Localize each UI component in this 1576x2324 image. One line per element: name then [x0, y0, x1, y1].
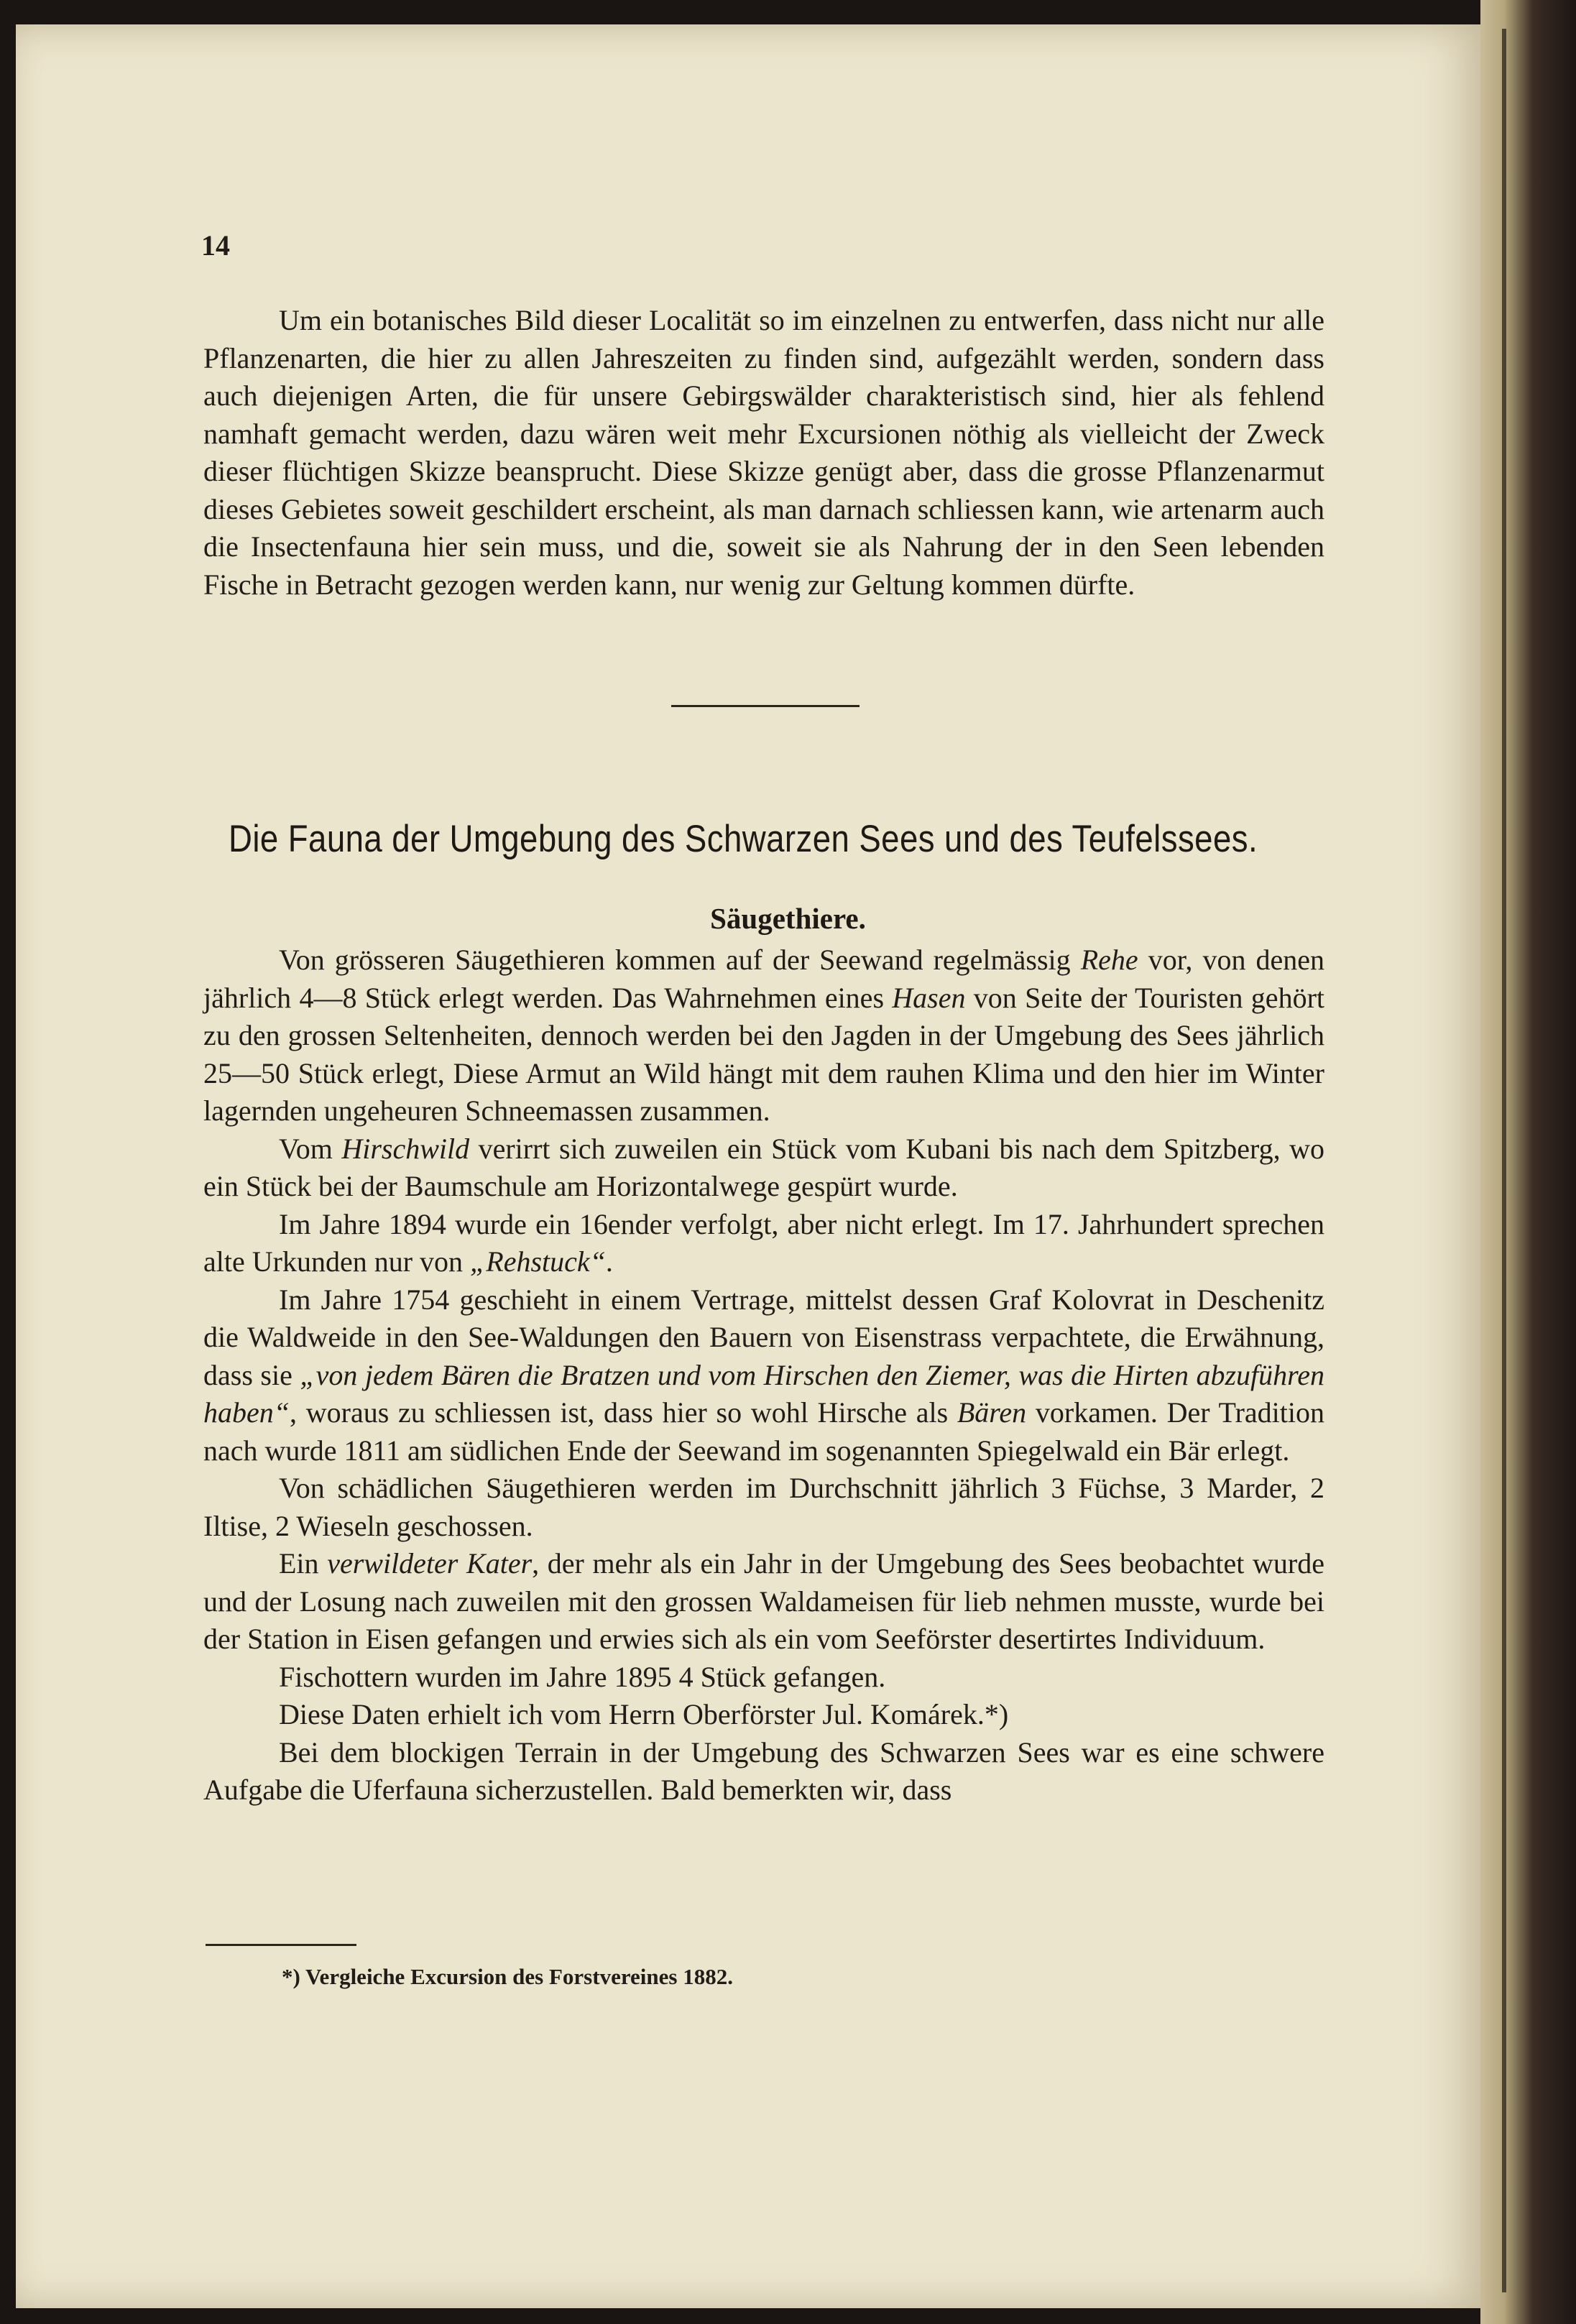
- paragraph-rehe: Von grösseren Säugethieren kommen auf der Seewand regelmässig Rehe vor, von denen jährlich 4—8 Stück erlegt werden. Das Wahrnehmen eines Hasen von Seite der Touristen gehört zu den grossen Seltenheiten, dennoch werden bei den Jagden in der Umgebung des Sees jährlich 25—50 Stück erlegt, Diese Armut an Wild hängt mit dem rauhen Klima und den hier im Winter lagernden ungeheuren Schneemassen zusammen.: [203, 944, 1324, 1127]
- spine-shadow: [1502, 29, 1506, 2292]
- emphasis-hasen: Hasen: [892, 981, 966, 1014]
- emphasis-quote: „von jedem Bären die Bratzen und vom Hirschen den Ziemer, was die Hirten abzuführen haben“: [203, 1358, 1325, 1429]
- emphasis-rehstuck: „Rehstuck“: [470, 1245, 606, 1278]
- emphasis-baeren: Bären: [957, 1396, 1027, 1429]
- footnote-rule: [206, 1944, 356, 1946]
- book-spine: [1480, 0, 1576, 2324]
- sub-heading: Säugethiere.: [710, 902, 866, 936]
- paragraph-kater: Ein verwildeter Kater, der mehr als ein Jahr in der Umgebung des Sees beobachtet wurde und der Losung nach zuweilen mit den grossen Waldameisen für lieb nehmen musste, wurde bei der Station in Eisen gefangen und erwies sich als ein vom Seeförster desertirtes Individuum.: [203, 1547, 1324, 1655]
- paragraph-schaedliche: Von schädlichen Säugethieren werden im Durchschnitt jährlich 3 Füchse, 3 Marder, 2 Iltise, 2 Wieseln geschossen.: [203, 1472, 1324, 1542]
- paragraph-1754: Im Jahre 1754 geschieht in einem Vertrage, mittelst dessen Graf Kolovrat in Deschenitz die Waldweide in den See-Waldungen den Bauern von Eisenstrass verpachtete, die Erwähnung, dass sie „von jedem Bären die Bratzen und vom Hirschen den Ziemer, was die Hirten abzuführen haben“, woraus zu schliessen ist, dass hier so wohl Hirsche als Bären vorkamen. Der Tradition nach wurde 1811 am südlichen Ende der Seewand im sogenannten Spiegelwald ein Bär erlegt.: [203, 1283, 1325, 1467]
- page-number: 14: [201, 229, 230, 262]
- paragraph-daten: Diese Daten erhielt ich vom Herrn Oberförster Jul. Komárek.*): [279, 1698, 1009, 1730]
- footnote: *) Vergleiche Excursion des Forstvereines 1882.: [282, 1964, 733, 1989]
- intro-paragraph: Um ein botanisches Bild dieser Localität so im einzelnen zu entwerfen, dass nicht nur alle Pflanzenarten, die hier zu allen Jahreszeiten zu finden sind, aufgezählt werden, sondern dass auch diejenigen Arten, die für unsere Gebirgswälder charakteristisch sind, hier als fehlend namhaft gemacht werden, dazu wären weit mehr Excursionen nöthig als vielleicht der Zweck dieser flüchtigen Skizze beansprucht. Diese Skizze genügt aber, dass die grosse Pflanzenarmut dieses Gebietes soweit geschildert erscheint, als man darnach schliessen kann, wie artenarm auch die Insectenfauna hier sein muss, und die, soweit sie als Nahrung der in den Seen lebenden Fische in Betracht gezogen werden kann, nur wenig zur Geltung kommen dürfte.: [203, 304, 1324, 601]
- paragraph-1894: Im Jahre 1894 wurde ein 16ender verfolgt, aber nicht erlegt. Im 17. Jahrhundert sprechen alte Urkunden nur von „Rehstuck“.: [203, 1207, 1324, 1278]
- emphasis-hirschwild: Hirschwild: [341, 1132, 470, 1165]
- paragraph-hirschwild: Vom Hirschwild verirrt sich zuweilen ein Stück vom Kubani bis nach dem Spitzberg, wo ein Stück bei der Baumschule am Horizontalwege gespürt wurde.: [203, 1132, 1324, 1202]
- paragraph-blockig: Bei dem blockigen Terrain in der Umgebung des Schwarzen Sees war es eine schwere Aufgabe die Uferfauna sicherzustellen. Bald bemerkten wir, dass: [203, 1735, 1324, 1806]
- body-text: [203, 941, 1324, 1809]
- emphasis-rehe: Rehe: [1080, 944, 1138, 976]
- emphasis-kater: verwildeter Kater: [327, 1547, 533, 1580]
- paragraph-fischottern: Fischottern wurden im Jahre 1895 4 Stück gefangen.: [279, 1660, 886, 1693]
- section-heading: Die Fauna der Umgebung des Schwarzen Sees und des Teufelssees.: [229, 817, 1258, 860]
- section-divider: [671, 705, 860, 707]
